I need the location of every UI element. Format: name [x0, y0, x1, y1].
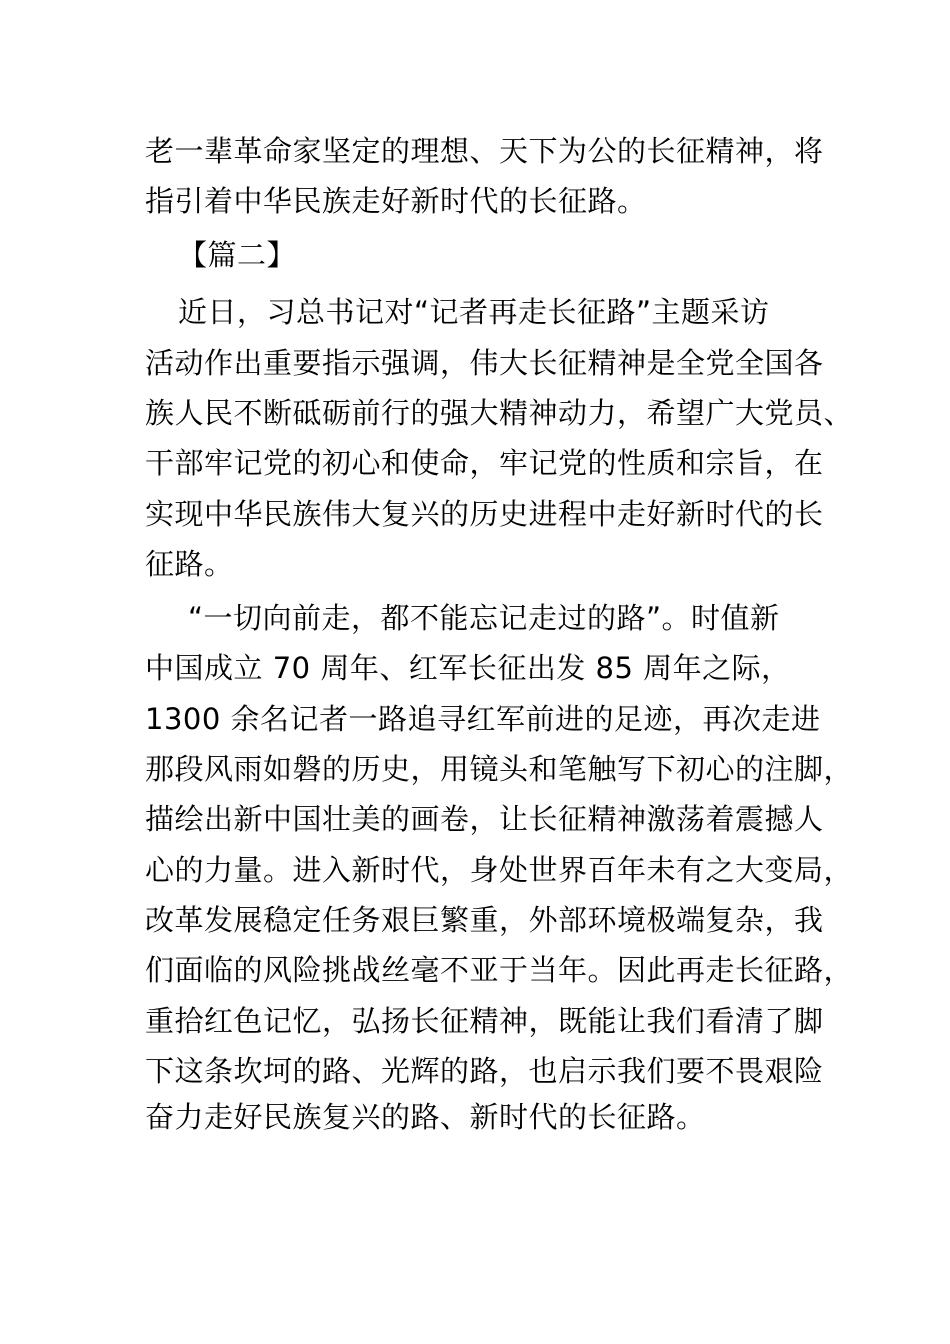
paragraph-line: 指引着中华民族走好新时代的长征路。	[145, 184, 647, 218]
paragraph-line: 下这条坎坷的路、光辉的路，也启示我们要不畏艰险	[145, 1054, 824, 1088]
paragraph-line: 们面临的风险挑战丝毫不亚于当年。因此再走长征路，	[145, 953, 854, 987]
paragraph-line: 那段风雨如磐的历史，用镜头和笔触写下初心的注脚，	[145, 752, 854, 786]
paragraph-line: 活动作出重要指示强调，伟大长征精神是全党全国各	[145, 346, 824, 380]
paragraph-line: 重拾红色记忆，弘扬长征精神，既能让我们看清了脚	[145, 1004, 824, 1038]
paragraph-line: 近日，习总书记对“记者再走长征路”主题采访	[178, 295, 770, 329]
paragraph-line: 征路。	[145, 547, 234, 581]
paragraph-line: 干部牢记党的初心和使命，牢记党的性质和宗旨，在	[145, 446, 824, 480]
paragraph-line: 1300 余名记者一路追寻红军前进的足迹，再次走进	[145, 702, 821, 736]
paragraph-line: 奋力走好民族复兴的路、新时代的长征路。	[145, 1100, 706, 1134]
paragraph-line: 老一辈革命家坚定的理想、天下为公的长征精神，将	[145, 134, 824, 168]
paragraph-line: 实现中华民族伟大复兴的历史进程中走好新时代的长	[145, 497, 824, 531]
paragraph-line: 改革发展稳定任务艰巨繁重，外部环境极端复杂，我	[145, 903, 824, 937]
section-heading: 【篇二】	[178, 238, 297, 272]
paragraph-line: “一切向前走，都不能忘记走过的路”。时值新	[188, 601, 780, 635]
paragraph-line: 族人民不断砥砺前行的强大精神动力，希望广大党员、	[145, 396, 854, 430]
paragraph-line: 心的力量。进入新时代，身处世界百年未有之大变局，	[145, 853, 854, 887]
paragraph-line: 描绘出新中国壮美的画卷，让长征精神激荡着震撼人	[145, 802, 824, 836]
paragraph-line: 中国成立 70 周年、红军长征出发 85 周年之际，	[145, 651, 791, 685]
